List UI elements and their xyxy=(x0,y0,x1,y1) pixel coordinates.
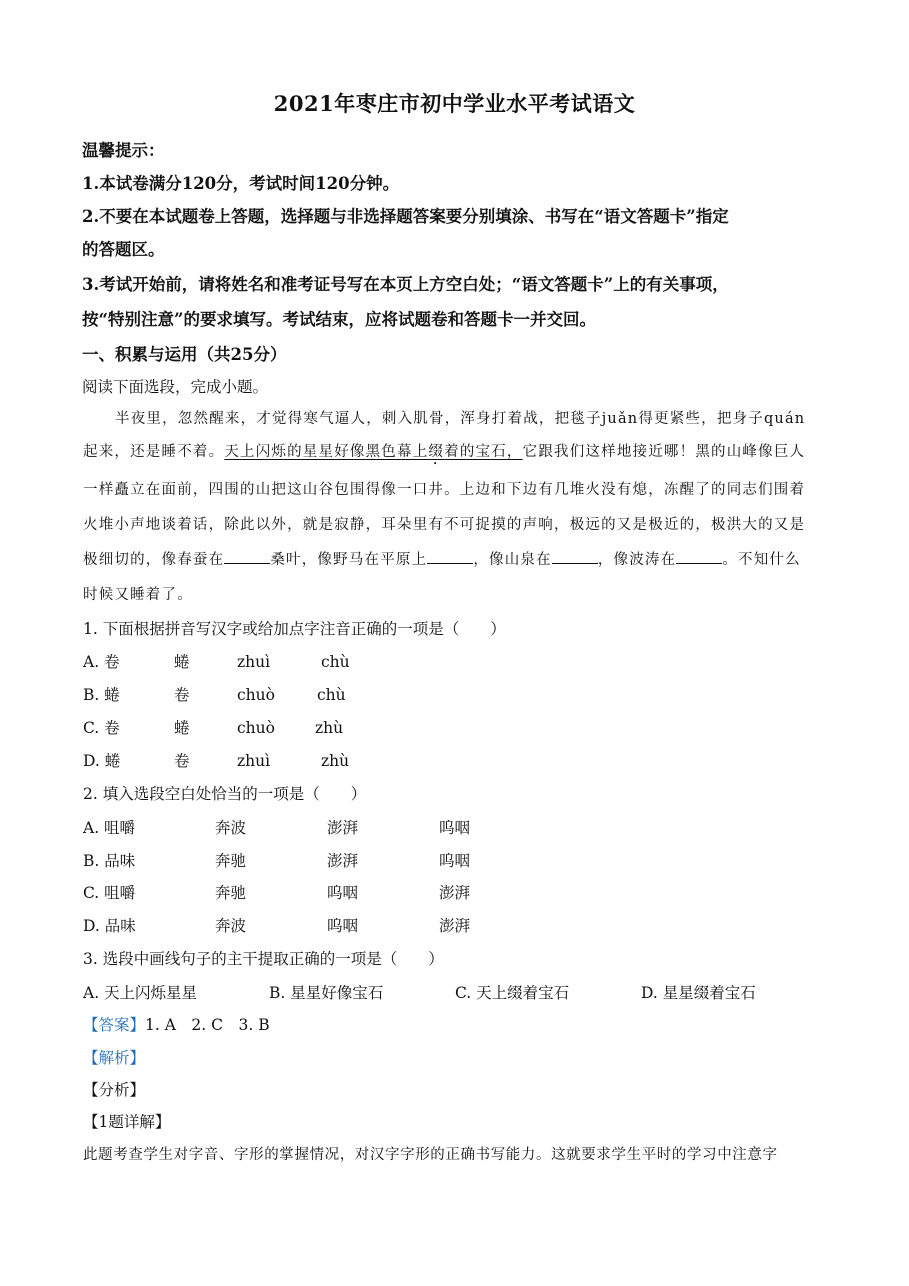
passage-text: 起来，还是睡不着。 xyxy=(83,444,225,460)
passage-line-2 xyxy=(83,440,805,468)
q2-stem: 2. 填入选段空白处恰当的一项是（ ） xyxy=(83,785,367,803)
answer-tag: 【答案】 xyxy=(83,1016,146,1034)
answer-line xyxy=(83,1013,270,1035)
detail-tag: 【1题详解】 xyxy=(83,1113,171,1131)
passage-text: 桑叶，像野马在平原上 xyxy=(270,552,428,568)
passage-line-6 xyxy=(83,583,193,604)
q1-option-c: C. 卷 蜷 chuò zhù xyxy=(83,719,344,737)
q3-options xyxy=(83,981,756,1003)
passage-line-4 xyxy=(83,513,805,534)
pinyin-juan: juǎn xyxy=(601,411,639,427)
passage-text: 时候又睡着了。 xyxy=(83,587,193,603)
q3-stem: 3. 选段中画线句子的主干提取正确的一项是（ ） xyxy=(83,950,444,968)
section1-instruction: 阅读下面选段，完成小题。 xyxy=(82,378,269,396)
underlined-part: 天上闪烁的星星好像黑色幕上 xyxy=(224,444,429,460)
q1-option-d: D. 蜷 卷 zhuì zhù xyxy=(83,752,350,770)
underlined-part: 着的宝石， xyxy=(444,444,523,460)
q2-option-b: B. 品味 奔驰 澎湃 呜咽 xyxy=(83,852,471,870)
section1-heading: 一、积累与运用（共25分） xyxy=(82,345,287,364)
exam-title: 2021年枣庄市初中学业水平考试语文 xyxy=(273,91,636,116)
detail-text: 此题考查学生对字音、字形的掌握情况，对汉字字形的正确书写能力。这就要求学生平时的学习中注意字 xyxy=(83,1147,778,1163)
tip-item-3-line1: 3.考试开始前，请将姓名和准考证号写在本页上方空白处；“语文答题卡”上的有关事项， xyxy=(82,275,729,294)
passage-text: ，像山泉在 xyxy=(473,552,552,568)
q2-option-a: A. 咀嚼 奔波 澎湃 呜咽 xyxy=(83,819,471,837)
passage-text: 半夜里，忽然醒来，才觉得寒气逼人，刺入肌骨，浑身打着战，把毯子 xyxy=(115,411,602,427)
q3-option-d: D. 星星缀着宝石 xyxy=(641,984,756,1002)
tip-item-1: 1.本试卷满分120分，考试时间120分钟。 xyxy=(82,174,400,193)
blank-3 xyxy=(552,549,598,564)
passage-text: ，像波涛在 xyxy=(597,552,677,568)
q1-option-b: B. 蜷 卷 chuò chù xyxy=(83,686,346,704)
q3-option-a: A. 天上闪烁星星 xyxy=(83,984,198,1002)
blank-2 xyxy=(427,549,473,564)
passage-text: 。不知什么 xyxy=(722,552,801,568)
passage-line-1 xyxy=(115,407,805,428)
q3-option-c: C. 天上缀着宝石 xyxy=(455,984,570,1002)
tip-item-3-line2: 按“特别注意”的要求填写。考试结束，应将试题卷和答题卡一并交回。 xyxy=(82,310,596,329)
q3-option-b: B. 星星好像宝石 xyxy=(269,984,384,1002)
q1-stem: 1. 下面根据拼音写汉字或给加点字注音正确的一项是（ ） xyxy=(83,620,506,638)
q2-option-d: D. 品味 奔波 呜咽 澎湃 xyxy=(83,917,471,935)
passage-text: 它跟我们这样地接近哪！黑的山峰像巨人 xyxy=(522,444,806,460)
blank-1 xyxy=(224,549,270,564)
tips-heading: 温馨提示： xyxy=(82,141,165,160)
underlined-sentence xyxy=(224,444,522,460)
blank-4 xyxy=(676,549,722,564)
q1-option-a: A. 卷 蜷 zhuì chù xyxy=(83,653,350,671)
answer-text: 1. A 2. C 3. B xyxy=(145,1016,270,1034)
passage-text: 火堆小声地谈着话，除此以外，就是寂静，耳朵里有不可捉摸的声响，极远的又是极近的，极洪大的又是 xyxy=(83,517,806,533)
passage-text: 得更紧些，把身子 xyxy=(638,411,764,427)
tip-item-2-line1: 2.不要在本试题卷上答题，选择题与非选择题答案要分别填涂、书写在“语文答题卡”指定 xyxy=(82,207,729,226)
passage-text: 极细切的，像春蚕在 xyxy=(83,552,225,568)
analysis-tag: 【解析】 xyxy=(83,1049,146,1067)
pinyin-quan: quán xyxy=(763,411,806,427)
q2-option-c: C. 咀嚼 奔驰 呜咽 澎湃 xyxy=(83,884,471,902)
tip-item-2-line2: 的答题区。 xyxy=(82,240,165,259)
dotted-char-zhui: 缀 xyxy=(428,444,445,460)
fenxi-tag: 【分析】 xyxy=(83,1081,146,1099)
passage-line-5 xyxy=(83,548,801,569)
passage-line-3 xyxy=(83,478,805,499)
passage-text: 一样矗立在面前，四围的山把这山谷包围得像一口井。上边和下边有几堆火没有熄，冻醒了的同志们围着 xyxy=(83,482,806,498)
